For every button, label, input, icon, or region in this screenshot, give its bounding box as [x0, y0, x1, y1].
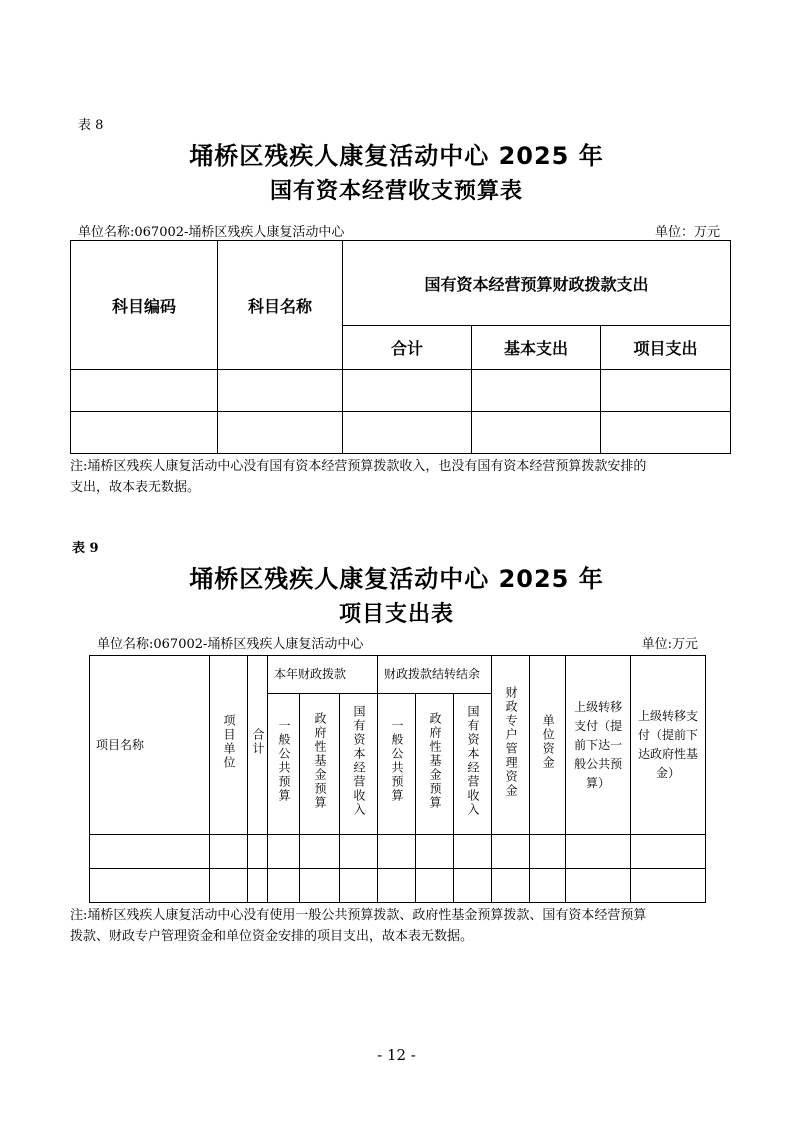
header-project-expenditure: 项目支出	[601, 326, 731, 370]
header-unit-funds: 单位资金	[530, 656, 566, 835]
table-cell	[378, 835, 416, 869]
header-carryover-balance: 财政拨款结转结余	[378, 656, 492, 694]
table9-title: 埇桥区残疾人康复活动中心 2025 年	[189, 565, 604, 593]
table-cell	[343, 370, 472, 412]
table-cell	[218, 412, 343, 454]
table-cell	[566, 835, 631, 869]
table-cell	[71, 412, 218, 454]
table-cell	[492, 835, 530, 869]
table8-unit-name: 单位名称:067002-埇桥区残疾人康复活动中心	[78, 225, 345, 240]
table-cell	[340, 869, 378, 903]
table-cell	[566, 869, 631, 903]
header-special-account-funds: 财政专户管理资金	[492, 656, 530, 835]
page-number: - 12 -	[377, 1046, 416, 1064]
table-cell	[71, 370, 218, 412]
header-transfer-general: 上级转移支付（提前下达一般公共预算）	[566, 656, 631, 835]
header-total: 合计	[248, 656, 268, 835]
table8-subtitle: 国有资本经营收支预算表	[269, 179, 523, 204]
header-state-capital-income: 国有资本经营收入	[340, 694, 378, 835]
table-cell	[378, 869, 416, 903]
table-cell	[300, 869, 340, 903]
table-cell	[210, 869, 248, 903]
table8-note	[70, 456, 740, 498]
table9-note	[70, 905, 740, 947]
header-carry-general-public-budget: 一般公共预算	[378, 694, 416, 835]
table-cell	[530, 869, 566, 903]
table-row	[90, 835, 706, 869]
table8-note-line2: 支出，故本表无数据。	[70, 480, 201, 495]
table-cell	[631, 835, 706, 869]
table-cell	[601, 370, 731, 412]
table8	[70, 240, 731, 454]
table-cell	[472, 412, 601, 454]
table-cell	[268, 835, 300, 869]
table-cell	[340, 835, 378, 869]
header-gov-fund-budget: 政府性基金预算	[300, 694, 340, 835]
table-cell	[530, 835, 566, 869]
table9-label: 表 9	[72, 541, 99, 556]
header-project-unit: 项目单位	[210, 656, 248, 835]
table-row	[71, 412, 731, 454]
header-general-public-budget: 一般公共预算	[268, 694, 300, 835]
table9	[89, 655, 706, 903]
table-cell	[343, 412, 472, 454]
table-cell	[454, 835, 492, 869]
table9-subtitle: 项目支出表	[338, 602, 454, 627]
table8-title: 埇桥区残疾人康复活动中心 2025 年	[189, 142, 604, 170]
table-row	[71, 370, 731, 412]
table-cell	[472, 370, 601, 412]
table9-note-line2: 拨款、财政专户管理资金和单位资金安排的项目支出，故本表无数据。	[70, 929, 474, 944]
table-cell	[248, 869, 268, 903]
header-total: 合计	[343, 326, 472, 370]
table8-label: 表 8	[78, 118, 104, 133]
table-cell	[218, 370, 343, 412]
table-cell	[454, 869, 492, 903]
table-cell	[268, 869, 300, 903]
table9-unit-name: 单位名称:067002-埇桥区残疾人康复活动中心	[97, 637, 364, 652]
header-carry-gov-fund-budget: 政府性基金预算	[416, 694, 454, 835]
header-state-capital-expenditure: 国有资本经营预算财政拨款支出	[343, 241, 731, 326]
table-cell	[90, 835, 210, 869]
table9-unit: 单位:万元	[641, 637, 698, 652]
table-cell	[601, 412, 731, 454]
table-cell	[416, 835, 454, 869]
header-project-name: 项目名称	[90, 656, 210, 835]
table-cell	[492, 869, 530, 903]
header-subject-name: 科目名称	[218, 241, 343, 370]
header-current-year-appropriation: 本年财政拨款	[268, 656, 378, 694]
table9-note-line1: 注:埇桥区残疾人康复活动中心没有使用一般公共预算拨款、政府性基金预算拨款、国有资本经营预算	[70, 908, 647, 923]
header-transfer-gov-fund: 上级转移支付（提前下达政府性基金）	[631, 656, 706, 835]
table-cell	[631, 869, 706, 903]
table-row	[90, 869, 706, 903]
table-cell	[248, 835, 268, 869]
table8-note-line1: 注:埇桥区残疾人康复活动中心没有国有资本经营预算拨款收入，也没有国有资本经营预算拨款安排的	[70, 459, 647, 474]
table-cell	[210, 835, 248, 869]
table-cell	[300, 835, 340, 869]
header-carry-state-capital-income: 国有资本经营收入	[454, 694, 492, 835]
header-basic-expenditure: 基本支出	[472, 326, 601, 370]
header-subject-code: 科目编码	[71, 241, 218, 370]
table-cell	[90, 869, 210, 903]
table-cell	[416, 869, 454, 903]
table8-unit: 单位：万元	[654, 225, 720, 240]
